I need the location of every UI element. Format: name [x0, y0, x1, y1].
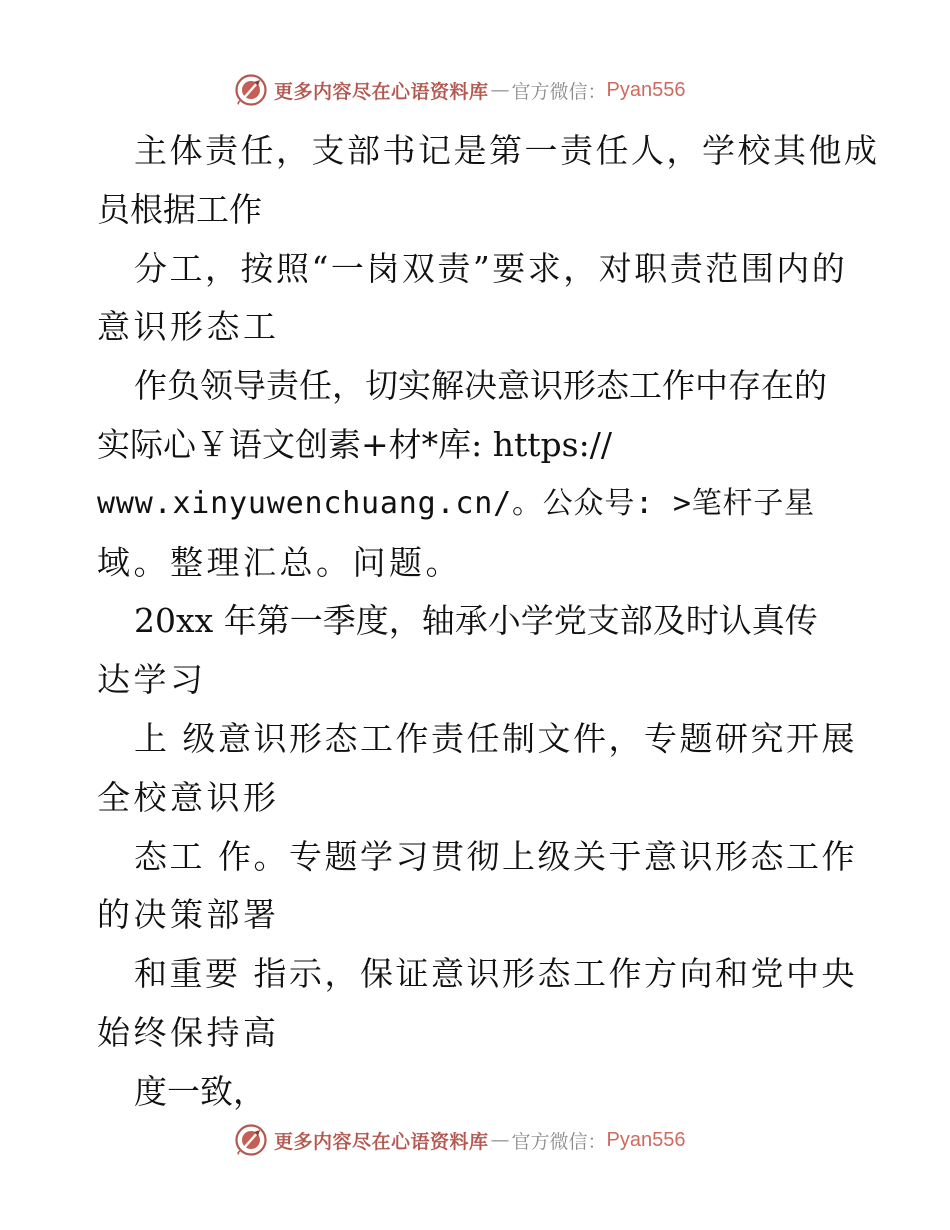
body-line: 分工，按照“一岗双责”要求，对职责范围内的	[134, 248, 848, 288]
body-line: 的决策部署	[97, 895, 280, 935]
body-line: 全校意识形	[97, 777, 280, 817]
body-line: 主体责任，支部书记是第一责任人，学校其他成	[134, 131, 880, 170]
body-line: 作负领导责任，切实解决意识形态工作中存在的	[134, 366, 827, 406]
body-line: 20xx 年第一季度，轴承小学党支部及时认真传	[134, 601, 818, 641]
watermark-dash: —	[490, 1129, 510, 1151]
body-line: 域。整理汇总。问题。	[97, 542, 462, 582]
footer-watermark	[234, 1122, 686, 1158]
quill-seal-logo-icon	[234, 1123, 268, 1157]
watermark-wechat-id: Pyan556	[606, 1128, 686, 1151]
watermark-dash: —	[490, 79, 510, 101]
watermark-site-text: 更多内容尽在心语资料库	[274, 80, 489, 103]
header-watermark	[234, 72, 686, 108]
body-line: 度一致，	[134, 1071, 266, 1111]
body-line: 实际心￥语文创素+材*库: https://	[97, 424, 612, 464]
body-line: 和重要 指示，保证意识形态工作方向和党中央	[134, 954, 857, 994]
document-body	[97, 122, 880, 1122]
watermark-site-text: 更多内容尽在心语资料库	[274, 1130, 489, 1153]
body-line: 员根据工作	[97, 189, 262, 229]
watermark-official-label: 官方微信：	[511, 1130, 607, 1153]
watermark-wechat-id: Pyan556	[606, 78, 686, 101]
watermark-official-label: 官方微信：	[511, 80, 607, 103]
body-line: 上 级意识形态工作责任制文件，专题研究开展	[134, 718, 857, 758]
body-line: 态工 作。专题学习贯彻上级关于意识形态工作	[134, 836, 857, 876]
body-line: www.xinyuwenchuang.cn/。公众号: >笔杆子星	[97, 485, 815, 521]
quill-seal-logo-icon	[234, 73, 268, 107]
body-line: 始终保持高	[97, 1012, 280, 1052]
body-line: 达学习	[97, 660, 207, 700]
body-line: 意识形态工	[97, 307, 280, 347]
